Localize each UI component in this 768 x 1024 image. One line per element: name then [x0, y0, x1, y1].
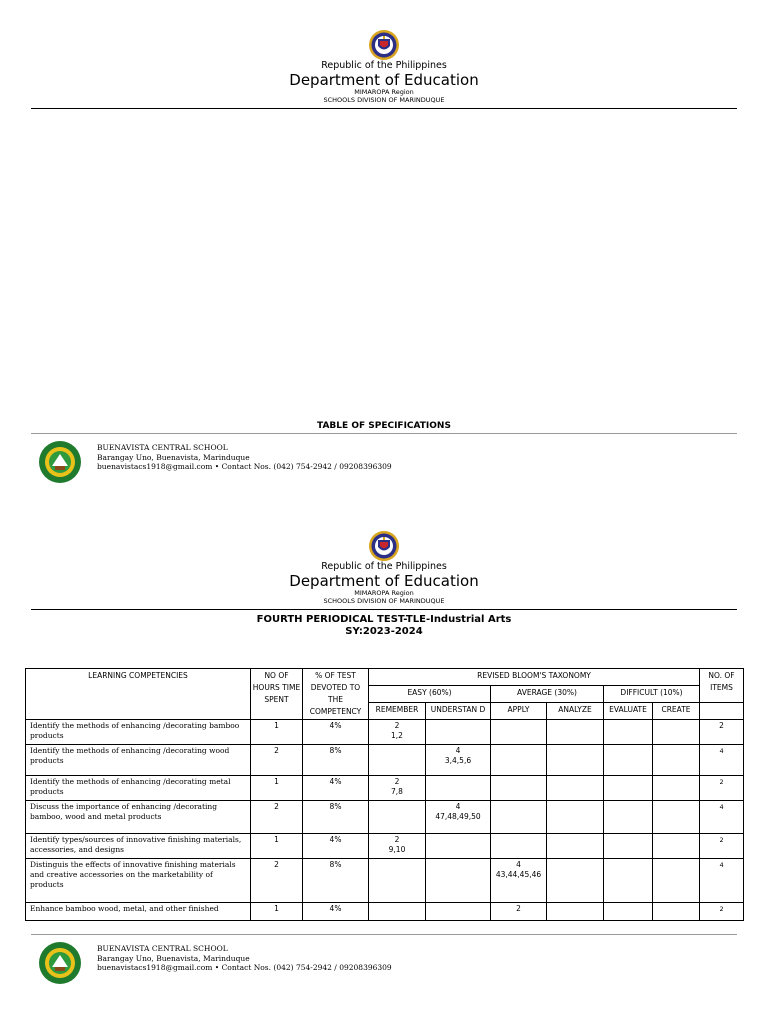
cell-percent — [303, 745, 369, 776]
cell-percent — [303, 903, 369, 921]
cell-competency — [26, 801, 251, 834]
cell-line: 2 — [274, 802, 279, 811]
cell-remember — [369, 834, 426, 859]
cell-understand — [426, 720, 491, 745]
cell-line: 2 — [719, 721, 724, 730]
cell-items — [700, 801, 744, 834]
school-logo-icon — [38, 440, 82, 484]
cell-line: 2 — [719, 778, 724, 786]
cell-hours — [251, 720, 303, 745]
col-header-understand: UNDERSTAN D — [426, 703, 491, 720]
cell-line: 8% — [329, 746, 342, 755]
cell-line: 4 — [516, 860, 521, 869]
cell-line: 2 — [394, 777, 400, 786]
specifications-table — [25, 668, 744, 921]
cell-line: 1,2 — [391, 731, 403, 740]
col-header-competencies: LEARNING COMPETENCIES — [26, 669, 251, 720]
footer-divider — [31, 934, 737, 935]
cell-items — [700, 745, 744, 776]
cell-competency — [26, 903, 251, 921]
cell-understand — [426, 859, 491, 903]
cell-understand — [426, 745, 491, 776]
cell-create — [653, 720, 700, 745]
col-header-difficult: DIFFICULT (10%) — [604, 686, 700, 703]
header-division: SCHOOLS DIVISION OF MARINDUQUE — [323, 597, 445, 605]
school-logo-icon — [38, 941, 82, 985]
cell-evaluate — [604, 903, 653, 921]
cell-line: 2 — [274, 860, 279, 869]
header-department: Department of Education — [289, 572, 479, 590]
cell-remember — [369, 745, 426, 776]
cell-line: 1 — [274, 777, 279, 786]
cell-line: 43,44,45,46 — [495, 870, 542, 879]
cell-line: 4 — [719, 861, 724, 869]
cell-apply — [491, 745, 547, 776]
cell-understand — [426, 776, 491, 801]
header-division: SCHOOLS DIVISION OF MARINDUQUE — [323, 96, 445, 104]
cell-analyze — [547, 720, 604, 745]
cell-line: 4% — [329, 904, 342, 913]
cell-line: Discuss the importance of enhancing /decorating bamboo, wood and metal products — [30, 802, 218, 821]
school-year: SY:2023-2024 — [345, 626, 423, 637]
cell-apply — [491, 720, 547, 745]
school-footer — [38, 941, 438, 987]
footer-address: Barangay Uno, Buenavista, Marinduque — [97, 452, 250, 462]
cell-line: 8% — [329, 802, 342, 811]
cell-line: 4% — [329, 721, 342, 730]
cell-percent — [303, 720, 369, 745]
cell-create — [653, 903, 700, 921]
cell-hours — [251, 903, 303, 921]
cell-create — [653, 859, 700, 903]
cell-line: 7,8 — [391, 787, 403, 796]
cell-remember — [369, 776, 426, 801]
table-row — [26, 745, 744, 776]
cell-understand — [426, 903, 491, 921]
header-region: MIMAROPA Region — [354, 589, 414, 597]
cell-percent — [303, 776, 369, 801]
cell-understand — [426, 834, 491, 859]
test-title: FOURTH PERIODICAL TEST-TLE-Industrial Arts — [256, 614, 512, 625]
cell-items — [700, 720, 744, 745]
cell-percent — [303, 801, 369, 834]
table-row — [26, 859, 744, 903]
cell-percent — [303, 859, 369, 903]
cell-create — [653, 745, 700, 776]
cell-line: 9,10 — [388, 845, 406, 854]
cell-items — [700, 834, 744, 859]
table-row — [26, 776, 744, 801]
cell-create — [653, 834, 700, 859]
cell-line: 4% — [329, 777, 342, 786]
header-region: MIMAROPA Region — [354, 88, 414, 96]
col-header-evaluate: EVALUATE — [604, 703, 653, 720]
cell-create — [653, 776, 700, 801]
table-row — [26, 720, 744, 745]
cell-evaluate — [604, 834, 653, 859]
cell-line: 1 — [274, 721, 279, 730]
cell-line: 3,4,5,6 — [444, 756, 472, 765]
col-header-items-blank — [700, 703, 744, 720]
cell-apply — [491, 801, 547, 834]
cell-line: 47,48,49,50 — [435, 812, 481, 821]
table-row — [26, 801, 744, 834]
table-row — [26, 834, 744, 859]
cell-items — [700, 859, 744, 903]
cell-remember — [369, 859, 426, 903]
cell-hours — [251, 776, 303, 801]
footer-address: Barangay Uno, Buenavista, Marinduque — [97, 953, 250, 963]
cell-line: 8% — [329, 860, 342, 869]
cell-remember — [369, 720, 426, 745]
cell-competency — [26, 745, 251, 776]
header-department: Department of Education — [289, 71, 479, 89]
footer-contact: buenavistacs1918@gmail.com • Contact Nos. (042) 754-2942 / 09208396309 — [97, 963, 392, 973]
cell-percent — [303, 834, 369, 859]
cell-apply — [491, 776, 547, 801]
cell-analyze — [547, 801, 604, 834]
footer-divider — [31, 433, 737, 434]
cell-competency — [26, 834, 251, 859]
cell-create — [653, 801, 700, 834]
cell-hours — [251, 834, 303, 859]
col-header-create: CREATE — [653, 703, 700, 720]
cell-line: 4 — [719, 747, 724, 755]
cell-remember — [369, 801, 426, 834]
col-header-average: AVERAGE (30%) — [491, 686, 604, 703]
cell-line: Identify types/sources of innovative finishing materials, accessories, and designs — [30, 835, 242, 854]
footer-contact: buenavistacs1918@gmail.com • Contact Nos. (042) 754-2942 / 09208396309 — [97, 462, 392, 472]
col-header-blooms: REVISED BLOOM'S TAXONOMY — [369, 669, 700, 686]
cell-line: 1 — [274, 835, 279, 844]
cell-analyze — [547, 859, 604, 903]
cell-analyze — [547, 776, 604, 801]
cell-apply — [491, 903, 547, 921]
deped-seal-icon — [368, 530, 400, 562]
table-row — [26, 903, 744, 921]
tos-title: TABLE OF SPECIFICATIONS — [317, 421, 451, 431]
cell-line: Identify the methods of enhancing /decorating bamboo products — [30, 721, 240, 740]
header-republic: Republic of the Philippines — [321, 60, 447, 71]
cell-line: 2 — [516, 904, 521, 913]
cell-line: 1 — [274, 904, 279, 913]
cell-line: Identify the methods of enhancing /decorating metal products — [30, 777, 231, 796]
cell-analyze — [547, 834, 604, 859]
cell-analyze — [547, 745, 604, 776]
cell-items — [700, 776, 744, 801]
col-header-percent: % OF TEST DEVOTED TO THE COMPETENCY — [303, 669, 369, 720]
cell-line: 4 — [455, 746, 461, 755]
footer-school-name: BUENAVISTA CENTRAL SCHOOL — [97, 443, 228, 452]
cell-line: 4 — [719, 803, 724, 811]
cell-line: 2 — [719, 905, 724, 913]
header-republic: Republic of the Philippines — [321, 561, 447, 572]
cell-line: Identify the methods of enhancing /decorating wood products — [30, 746, 230, 765]
cell-evaluate — [604, 745, 653, 776]
cell-evaluate — [604, 720, 653, 745]
col-header-analyze: ANALYZE — [547, 703, 604, 720]
col-header-hours: NO OF HOURS TIME SPENT — [251, 669, 303, 720]
cell-understand — [426, 801, 491, 834]
col-header-remember: REMEMBER — [369, 703, 426, 720]
cell-analyze — [547, 903, 604, 921]
cell-items — [700, 903, 744, 921]
cell-line: 2 — [394, 721, 400, 730]
col-header-items: NO. OF ITEMS — [700, 669, 744, 703]
cell-line: 4 — [455, 802, 461, 811]
cell-competency — [26, 859, 251, 903]
footer-school-name: BUENAVISTA CENTRAL SCHOOL — [97, 944, 228, 953]
header-divider — [31, 609, 737, 610]
school-footer — [38, 440, 438, 486]
cell-competency — [26, 776, 251, 801]
cell-line: Distinguis the effects of innovative finishing materials and creative accessories on the marketability of products — [30, 860, 236, 889]
cell-line: 4% — [329, 835, 342, 844]
header-divider — [31, 108, 737, 109]
cell-evaluate — [604, 801, 653, 834]
cell-line: 2 — [274, 746, 279, 755]
cell-line: 2 — [719, 836, 724, 844]
cell-hours — [251, 859, 303, 903]
cell-apply — [491, 859, 547, 903]
cell-hours — [251, 745, 303, 776]
cell-evaluate — [604, 859, 653, 903]
cell-competency — [26, 720, 251, 745]
cell-remember — [369, 903, 426, 921]
deped-seal-icon — [368, 29, 400, 61]
cell-line: 2 — [394, 835, 400, 844]
col-header-apply: APPLY — [491, 703, 547, 720]
cell-evaluate — [604, 776, 653, 801]
cell-hours — [251, 801, 303, 834]
col-header-easy: EASY (60%) — [369, 686, 491, 703]
cell-line: Enhance bamboo wood, metal, and other finished — [30, 904, 219, 913]
cell-apply — [491, 834, 547, 859]
